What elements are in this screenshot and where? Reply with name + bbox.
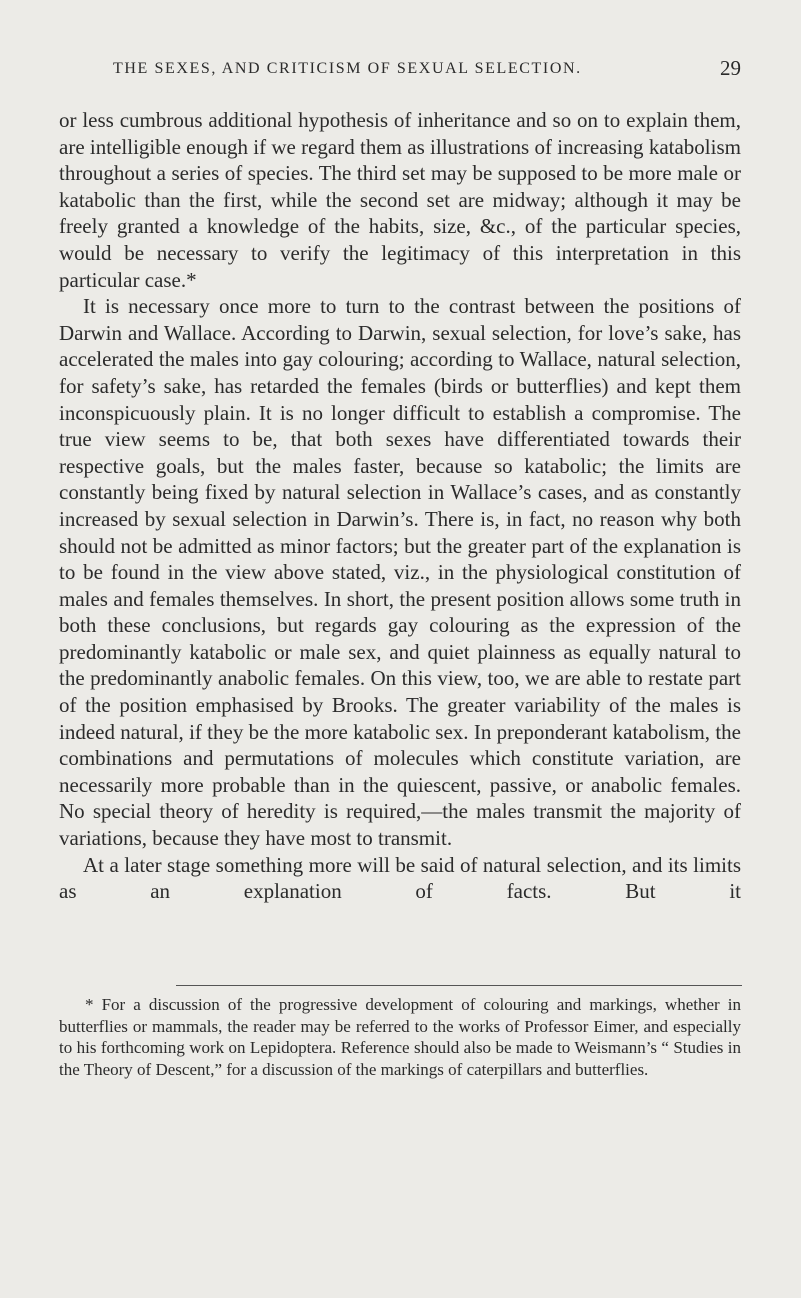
footnote-divider <box>176 985 742 986</box>
paragraph-darwin-wallace: It is necessary once more to turn to the contrast between the positions of Darwin and Wallace. According to Darwin, sexual selection, for love’s sake, has accelerated the males into gay colouring; according to Wallace, natural selection, for safety’s sake, has retarded the females (birds or butterflies) and kept them inconspicuously plain. It is no longer difficult to establish a compromise. The true view seems to be, that both sexes have differentiated towards their respective goals, but the males faster, because so katabolic; the limits are constantly being fixed by natural selection in Wallace’s cases, and as constantly increased by sexual selection in Darwin’s. There is, in fact, no reason why both should not be admitted as minor factors; but the greater part of the explanation is to be found in the view above stated, viz., in the physiological constitution of males and females themselves. In short, the present position allows some truth in both these conclusions, but regards gay colouring as the expression of the predominantly katabolic or male sex, and quiet plainness as equally natural to the predominantly anabolic females. On this view, too, we are able to restate part of the position emphasised by Brooks. The greater variability of the males is indeed natural, if they be the more katabolic sex. In preponderant katabolism, the combinations and permutations of molecules which constitute variation, are necessarily more probable than in the quiescent, passive, or anabolic females. No special theory of heredity is required,—the males transmit the majority of variations, because they have most to transmit. <box>59 294 741 851</box>
body-text <box>59 107 741 905</box>
running-title: THE SEXES, AND CRITICISM OF SEXUAL SELECTION. <box>113 60 582 77</box>
paragraph-continued: or less cumbrous additional hypothesis of inheritance and so on to explain them, are intelligible enough if we regard them as illustrations of increasing katabolism throughout a series of species. The third set may be supposed to be more male or katabolic than the first, while the second set are midway; although it may be freely granted a knowledge of the habits, size, &c., of the particular species, would be necessary to verify the legitimacy of this interpretation in this particular case.* <box>59 108 741 292</box>
book-page <box>59 0 741 1298</box>
footnotes <box>59 994 741 1080</box>
page-number: 29 <box>720 56 741 80</box>
paragraph-natural-selection: At a later stage something more will be said of natural selection, and its limits as an explanation of facts. But it <box>59 852 741 904</box>
running-head <box>59 56 741 86</box>
footnote: * For a discussion of the progressive development of colouring and markings, whether in butterflies or mammals, the reader may be referred to the works of Professor Eimer, and especially to his forthcoming work on Lepidoptera. Reference should also be made to Weismann’s “ Studies in the Theory of Descent,” for a discussion of the markings of caterpillars and butterflies. <box>59 995 741 1079</box>
